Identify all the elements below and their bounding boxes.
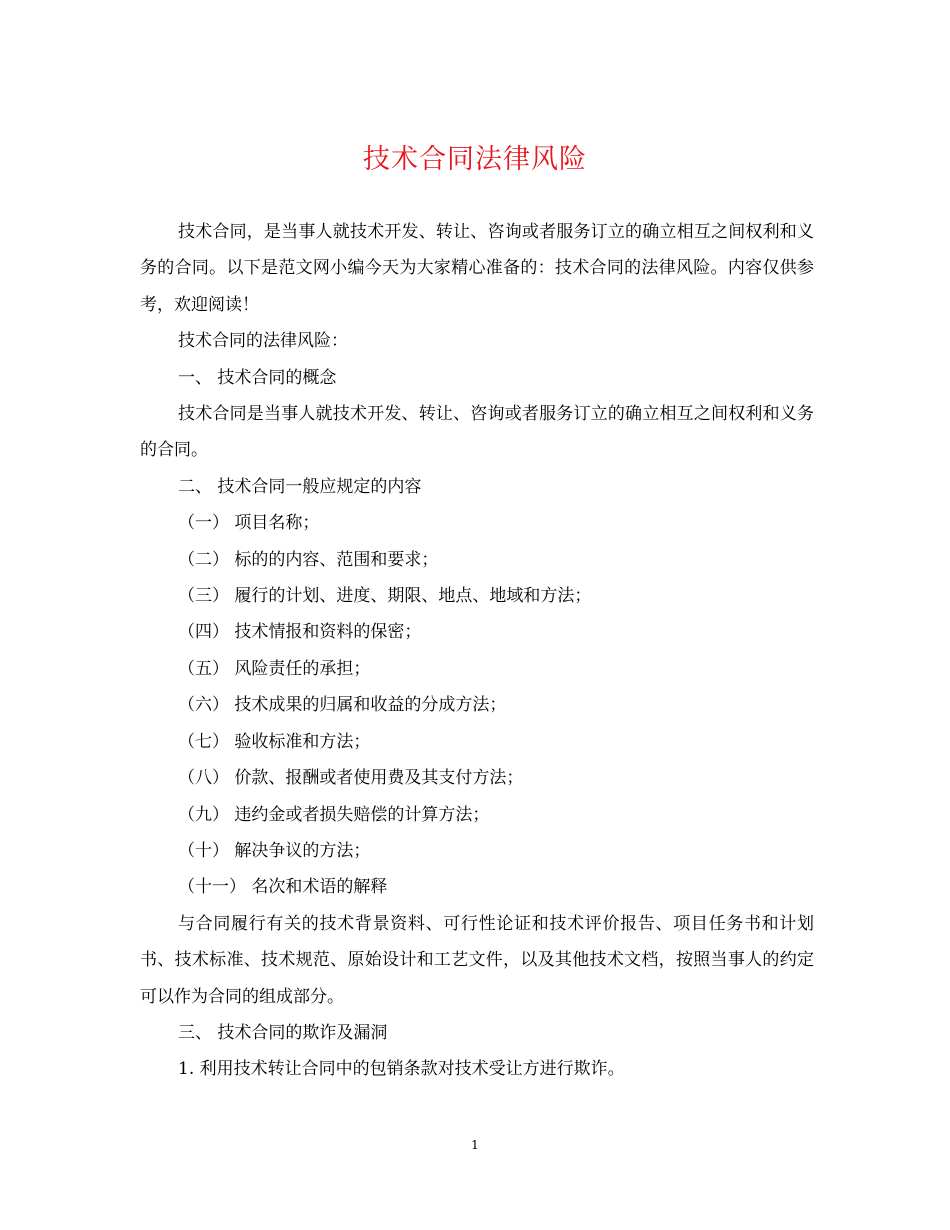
paragraph-definition: 技术合同是当事人就技术开发、转让、咨询或者服务订立的确立相互之间权利和义务的合同。 xyxy=(140,404,814,461)
paragraph-intro: 技术合同，是当事人就技术开发、转让、咨询或者服务订立的确立相互之间权利和义务的合同。以下是范文网小编今天为大家精心准备的：技术合同的法律风险。内容仅供参考，欢迎阅读！ xyxy=(140,222,814,315)
list-item: （五） 风险责任的承担； xyxy=(178,658,371,679)
list-item: （十一） 名次和术语的解释 xyxy=(178,877,388,898)
list-item: （二） 标的的内容、范围和要求； xyxy=(178,549,439,570)
list-item: （七） 验收标准和方法； xyxy=(178,731,371,752)
list-item: （四） 技术情报和资料的保密； xyxy=(178,622,422,643)
list-item: （十） 解决争议的方法； xyxy=(178,840,371,861)
document-title: 技术合同法律风险 xyxy=(363,144,587,175)
list-item: （三） 履行的计划、进度、期限、地点、地域和方法； xyxy=(178,586,592,607)
section-heading-3: 三、 技术合同的欺诈及漏洞 xyxy=(178,1022,388,1043)
list-item: （一） 项目名称； xyxy=(178,513,320,534)
document-body xyxy=(140,214,814,1088)
page-number: 1 xyxy=(471,1138,479,1152)
section-heading-1: 一、 技术合同的概念 xyxy=(178,367,337,388)
paragraph-fraud-1: 1. 利用技术转让合同中的包销条款对技术受让方进行欺诈。 xyxy=(178,1059,625,1080)
section-heading-2: 二、 技术合同一般应规定的内容 xyxy=(178,476,422,497)
list-item: （六） 技术成果的归属和收益的分成方法； xyxy=(178,695,507,716)
paragraph-attachments: 与合同履行有关的技术背景资料、可行性论证和技术评价报告、项目任务书和计划书、技术标准、技术规范、原始设计和工艺文件，以及其他技术文档，按照当事人的约定可以作为合同的组成部分。 xyxy=(140,913,814,1007)
list-item: （九） 违约金或者损失赔偿的计算方法； xyxy=(178,804,490,825)
list-item: （八） 价款、报酬或者使用费及其支付方法； xyxy=(178,768,524,789)
paragraph-lead-in: 技术合同的法律风险： xyxy=(178,331,348,352)
